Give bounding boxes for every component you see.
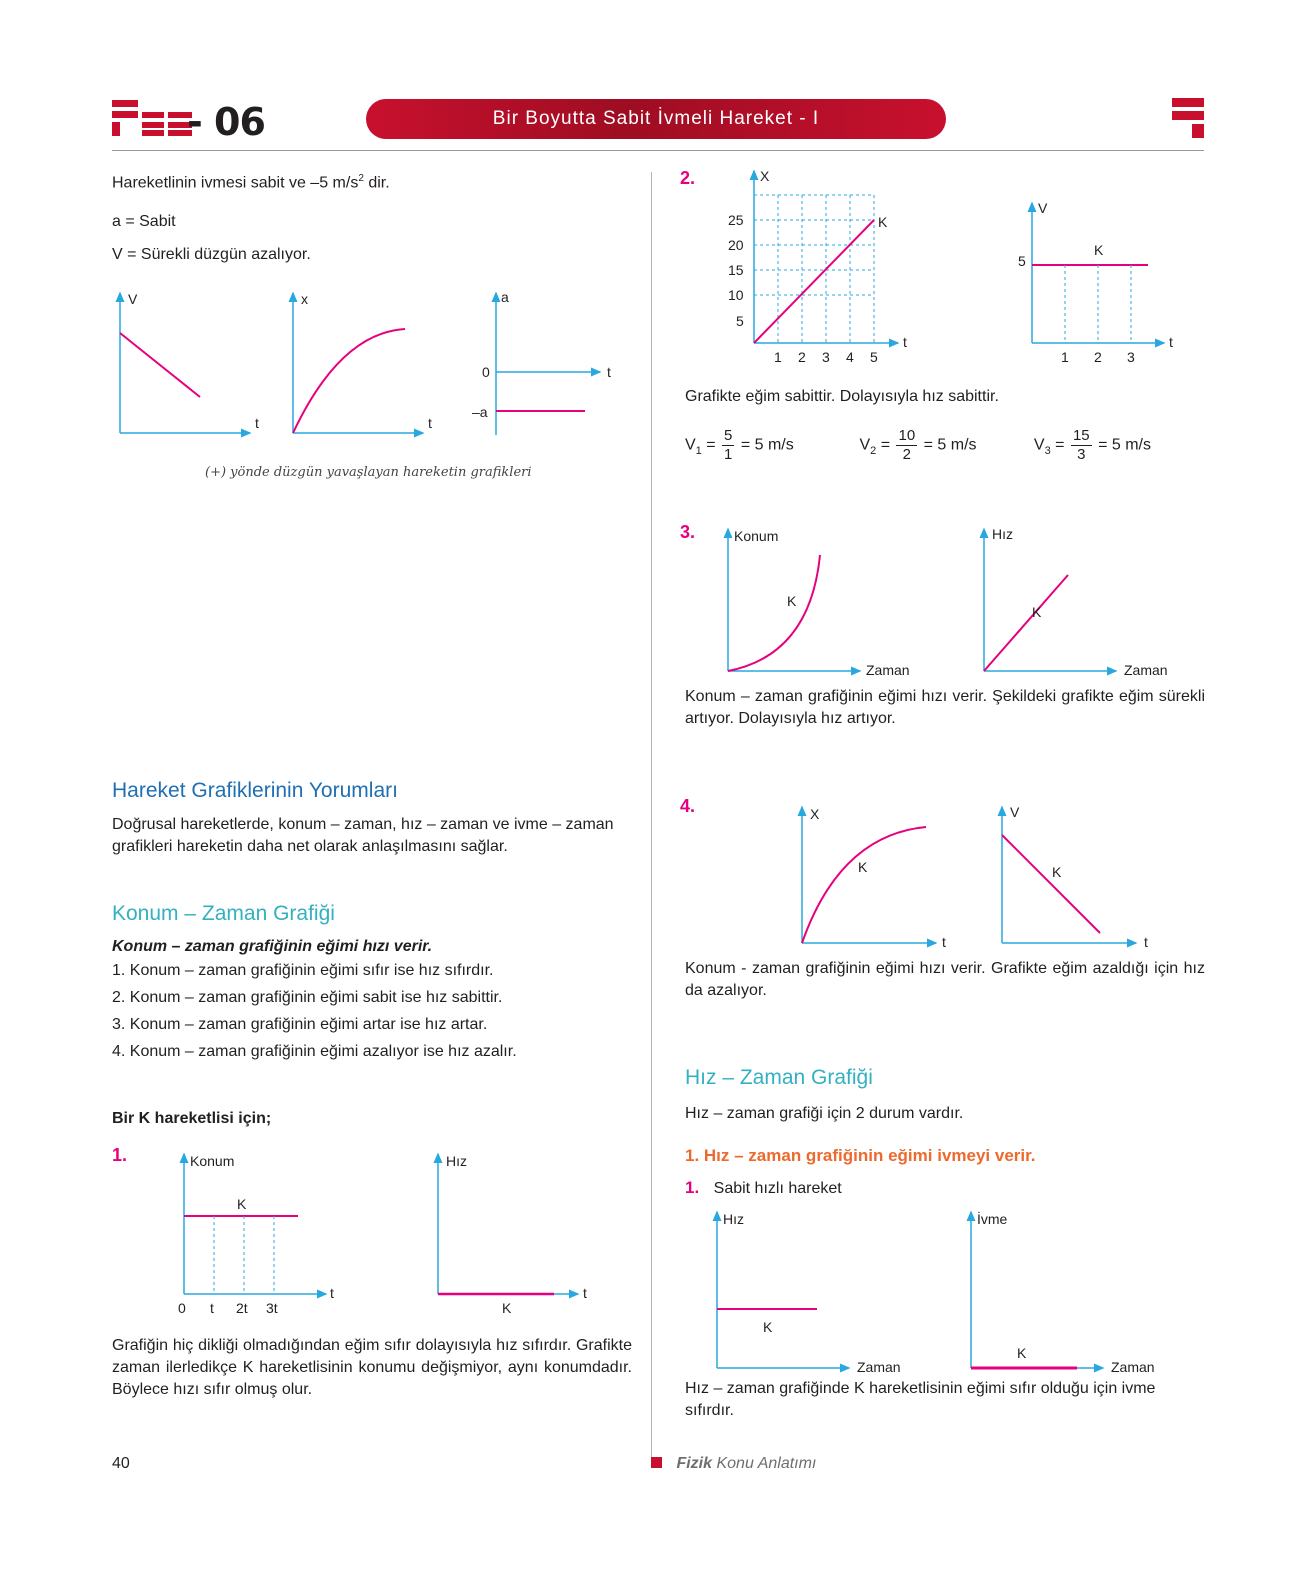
x-label: X	[760, 168, 770, 184]
section-text: Doğrusal hareketlerde, konum – zaman, hız – zaman ve ivme – zaman grafikleri hareketin daha net olarak anlaşılmasını sağlar.	[112, 816, 614, 855]
faz-number: - 06	[187, 100, 265, 144]
k-label-8: K	[1052, 864, 1062, 880]
t-label: t	[330, 1285, 334, 1301]
page-number: 40	[112, 1455, 130, 1472]
velocity-equations	[685, 427, 1151, 464]
v1-label: V	[685, 436, 696, 454]
list-item: 1. Konum – zaman grafiğinin eğimi sıfır ise hız sıfırdır.	[112, 962, 494, 979]
x-tick: 5	[870, 349, 878, 365]
v2-eq: $V_2$ = $\frac{10}{2}$ = 5 m/s	[859, 427, 977, 463]
k-linear-line	[754, 220, 874, 343]
header-rule	[112, 150, 1204, 151]
a-t-graph	[472, 289, 611, 435]
konum-rules-list	[112, 957, 517, 1065]
v1-sub: 1	[695, 444, 702, 457]
x-tick: 3	[822, 349, 830, 365]
ex1-hiz-graph	[438, 1153, 587, 1316]
v3-eq: $V_3$ = $\frac{15}{3}$ = 5 m/s	[1033, 427, 1151, 463]
zaman-label-2: Zaman	[1124, 662, 1168, 678]
konum-label: Konum	[190, 1153, 235, 1169]
example-1-text: Grafiğin hiç dikliği olmadığından eğim sıfır dolayısıyla hız sıfırdır. Grafikte zaman ilerledikçe K hareketlisinin konumu değişmiyor, aynı konumdadır. Böylece hızı sıfır olmuş olur.	[112, 1337, 632, 1398]
case1-ivme-graph	[971, 1210, 1155, 1375]
hiz-zaman-rule: 1. Hız – zaman grafiğinin eğimi ivmeyi verir.	[685, 1146, 1036, 1165]
intro-text: Hareketlinin ivmesi sabit ve –5 m/s	[112, 174, 359, 192]
t-label-6: t	[1144, 934, 1148, 950]
k-label-4: K	[1094, 242, 1104, 258]
zaman-label: Zaman	[866, 662, 910, 678]
brand-t-icon	[1172, 98, 1204, 140]
v3-num: 15	[1072, 427, 1090, 444]
hiz-zaman-title: Hız – Zaman Grafiği	[685, 1066, 873, 1089]
v3-den: 3	[1077, 446, 1086, 463]
t-label-3: t	[903, 334, 907, 350]
v-tick: 2	[1094, 349, 1102, 365]
k-label-9: K	[763, 1319, 773, 1335]
graphs-caption: (+) yönde düzgün yavaşlayan hareketin grafikleri	[205, 465, 532, 480]
t-axis-label-3: t	[607, 364, 611, 380]
v1-eq: $V_1$ = $\frac{5}{1}$ = 5 m/s	[685, 427, 794, 463]
x-label-2: X	[810, 806, 820, 822]
tick-2t: 2t	[236, 1300, 248, 1316]
ex1-konum-graph	[178, 1153, 334, 1316]
intro-line	[112, 168, 390, 193]
example-3-graphs	[720, 525, 1190, 685]
k-label-6: K	[1032, 604, 1042, 620]
a-axis-label: a	[501, 289, 509, 305]
v-t-graph	[120, 291, 259, 433]
footer-brand	[651, 1455, 816, 1473]
brand-icon	[1172, 98, 1204, 145]
case-1-graphs	[705, 1208, 1185, 1378]
k-label: K	[237, 1196, 247, 1212]
list-item: 3. Konum – zaman grafiğinin eğimi artar ise hız artar.	[112, 1016, 488, 1033]
hiz-label-3: Hız	[723, 1211, 744, 1227]
tick-0: 0	[178, 1300, 186, 1316]
y-tick: 15	[728, 262, 744, 278]
example-3-number: 3.	[680, 522, 696, 542]
example-1-number: 1.	[112, 1145, 128, 1165]
v3-fraction	[1071, 427, 1092, 464]
section-title: Hareket Grafiklerinin Yorumları	[112, 779, 398, 802]
case-1-line	[685, 1178, 842, 1198]
k-label-3: K	[878, 214, 888, 230]
v-surekli: V = Sürekli düzgün azalıyor.	[112, 246, 311, 263]
example-4-number: 4.	[680, 796, 696, 816]
ex3-konum-graph	[728, 528, 910, 678]
hiz-label: Hız	[446, 1153, 467, 1169]
v3-sub: 3	[1044, 444, 1051, 457]
konum-label-2: Konum	[734, 528, 779, 544]
hiz-label-2: Hız	[992, 526, 1013, 542]
konum-zaman-title: Konum – Zaman Grafiği	[112, 902, 335, 925]
intro-sup: 2	[358, 173, 364, 184]
header-title-bar	[366, 99, 946, 139]
k-intro: Bir K hareketlisi için;	[112, 1110, 272, 1127]
x-tick: 2	[798, 349, 806, 365]
tick-3t: 3t	[266, 1300, 278, 1316]
ivme-label: İvme	[977, 1211, 1008, 1227]
v2-den: 2	[902, 446, 911, 463]
case-1-text: Sabit hızlı hareket	[713, 1180, 842, 1197]
a-sabit: a = Sabit	[112, 213, 176, 230]
k-label-7: K	[858, 859, 868, 875]
v-tick: 1	[1061, 349, 1069, 365]
v-axis-label: V	[128, 291, 138, 307]
footer-subtitle: Konu Anlatımı	[716, 1455, 817, 1472]
v3-label: V	[1033, 436, 1045, 454]
k-increasing-curve	[728, 555, 820, 671]
example-4-graphs	[790, 805, 1190, 955]
v-value-tick: 5	[1018, 253, 1026, 269]
intro-tail: dir.	[363, 174, 390, 192]
zaman-label-4: Zaman	[1111, 1359, 1155, 1375]
v-decreasing-line-2	[1002, 835, 1100, 933]
ex2-v-t-graph	[1018, 200, 1173, 365]
case-1-number: 1.	[685, 1178, 700, 1197]
t-label-5: t	[942, 934, 946, 950]
example-2-graphs	[720, 163, 1190, 373]
v2-num: 10	[898, 427, 916, 444]
zaman-label-3: Zaman	[857, 1359, 901, 1375]
example-3-text: Konum – zaman grafiğinin eğimi hızı verir. Şekildeki grafikte eğim sürekli artıyor. Dolayısıyla hız artıyor.	[685, 688, 1205, 727]
page-title: Bir Boyutta Sabit İvmeli Hareket - I	[492, 108, 820, 129]
v1-num: 5	[724, 427, 733, 444]
v1-den: 1	[724, 446, 733, 463]
v1-result: = 5 m/s	[740, 436, 794, 454]
konum-rule: Konum – zaman grafiğinin eğimi hızı verir.	[112, 938, 433, 955]
example-1-graphs	[170, 1150, 610, 1330]
y-tick: 20	[728, 237, 744, 253]
y-tick: 5	[736, 313, 744, 329]
t-axis-label-2: t	[428, 415, 432, 431]
example-2-number: 2.	[680, 168, 696, 188]
zero-label: 0	[482, 364, 490, 380]
case-1-description: Hız – zaman grafiğinde K hareketlisinin eğimi sıfır olduğu için ivme sıfırdır.	[685, 1380, 1156, 1419]
example-4-text: Konum - zaman grafiğinin eğimi hızı verir. Grafikte eğim azaldığı için hız da azalıyor.	[685, 960, 1205, 999]
footer-square-icon	[651, 1457, 662, 1468]
v2-sub: 2	[870, 444, 877, 457]
v1-fraction	[722, 427, 734, 464]
hiz-increasing-line	[984, 575, 1068, 671]
t-label-2: t	[583, 1285, 587, 1301]
x-tick: 1	[774, 349, 782, 365]
v-decreasing-line	[120, 333, 200, 397]
column-divider	[651, 172, 652, 1462]
k-label-5: K	[787, 593, 797, 609]
ex2-x-t-graph	[728, 168, 907, 365]
example-2-text: Grafikte eğim sabittir. Dolayısıyla hız sabittir.	[685, 388, 999, 405]
k-decreasing-slope-curve	[802, 827, 926, 943]
v-tick: 3	[1127, 349, 1135, 365]
v3-result: = 5 m/s	[1098, 436, 1151, 454]
v-label-2: V	[1010, 805, 1020, 820]
list-item: 4. Konum – zaman grafiğinin eğimi azalıyor ise hız azalır.	[112, 1043, 517, 1060]
list-item: 2. Konum – zaman grafiğinin eğimi sabit ise hız sabittir.	[112, 989, 503, 1006]
ex3-hiz-graph	[984, 526, 1168, 678]
v2-fraction	[896, 427, 917, 464]
neg-a-label: –a	[472, 404, 488, 420]
footer-subject: Fizik	[676, 1455, 713, 1472]
v2-label: V	[859, 436, 871, 454]
k-label-10: K	[1017, 1345, 1027, 1361]
v2-result: = 5 m/s	[923, 436, 977, 454]
v-label: V	[1038, 200, 1048, 216]
t-label-4: t	[1169, 334, 1173, 350]
x-t-graph	[293, 291, 432, 433]
y-tick: 10	[728, 287, 744, 303]
x-curve	[293, 329, 405, 433]
t-axis-label: t	[255, 415, 259, 431]
three-motion-graphs	[100, 285, 640, 445]
ex4-x-graph	[802, 806, 946, 950]
x-tick: 4	[846, 349, 854, 365]
x-axis-label: x	[301, 291, 308, 307]
k-label-2: K	[502, 1300, 512, 1316]
y-tick: 25	[728, 212, 744, 228]
tick-t: t	[210, 1300, 214, 1316]
ex4-v-graph	[1002, 805, 1148, 950]
case1-hiz-graph	[717, 1211, 901, 1375]
hiz-zaman-intro: Hız – zaman grafiği için 2 durum vardır.	[685, 1105, 964, 1122]
